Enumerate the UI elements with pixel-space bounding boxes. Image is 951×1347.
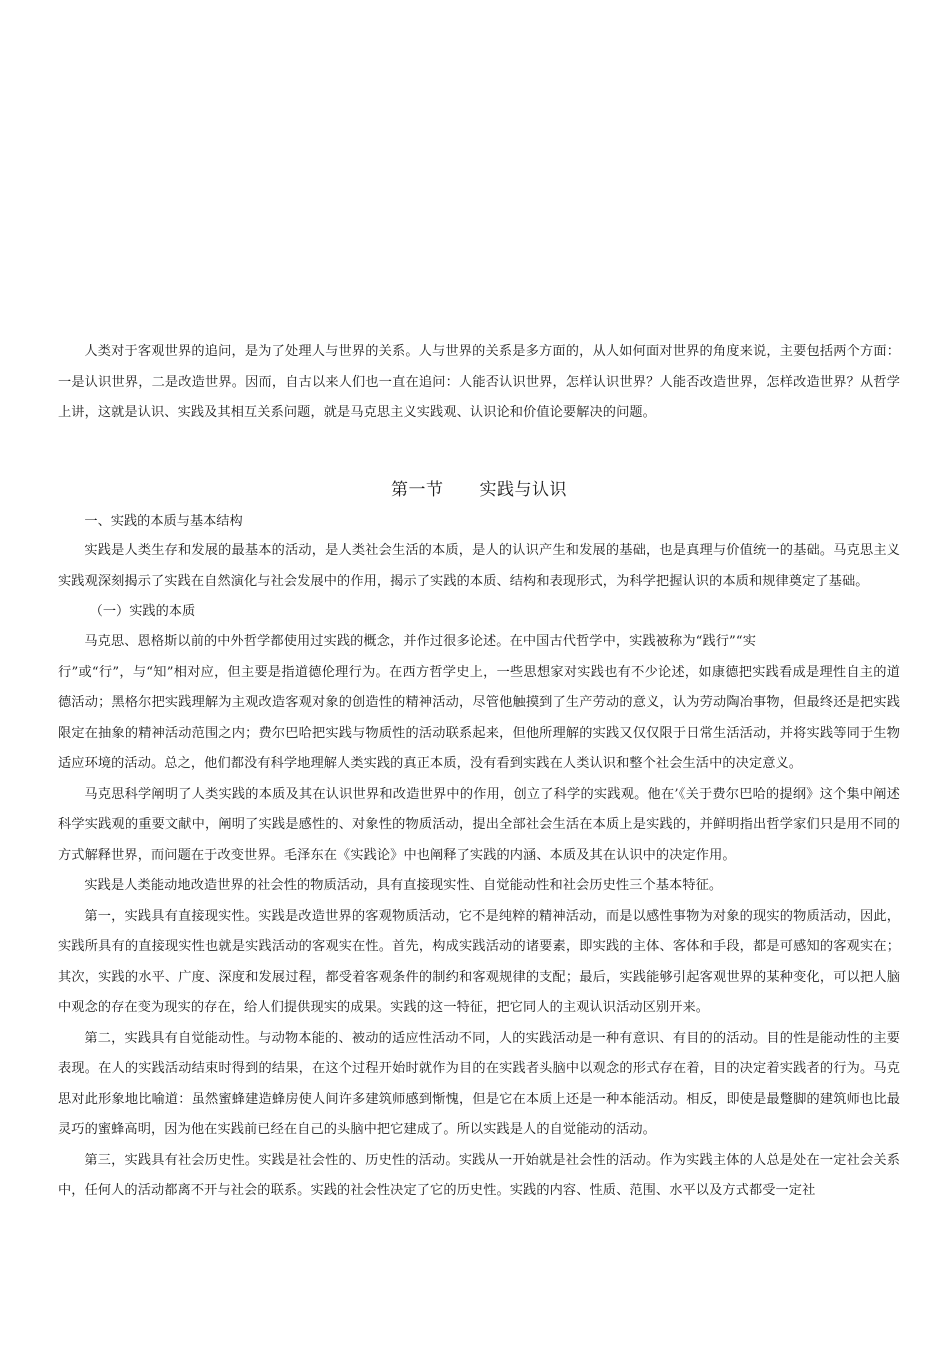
intro-paragraph: 人类对于客观世界的追问，是为了处理人与世界的关系。人与世界的关系是多方面的，从人如何面对世界的角度来说，主要包括两个方面：一是认识世界，二是改造世界。因而，自古以来人们也一直在追问：人能否认识世界，怎样认识世界？人能否改造世界，怎样改造世界？从哲学上讲，这就是认识、实践及其相互关系问题，就是马克思主义实践观、认识论和价值论要解决的问题。: [58, 344, 900, 420]
section-title-block: [58, 475, 900, 505]
body-paragraph-5: 第一，实践具有直接现实性。实践是改造世界的客观物质活动，它不是纯粹的精神活动，而是以感性事物为对象的现实的物质活动，因此，实践所具有的直接现实性也就是实践活动的客观实在性。首先，构成实践活动的诸要素，即实践的主体、客体和手段，都是可感知的客观实在；其次，实践的水平、广度、深度和发展过程，都受着客观条件的制约和客观规律的支配；最后，实践能够引起客观世界的某种变化，可以把人脑中观念的存在变为现实的存在，给人们提供现实的成果。实践的这一特征，把它同人的主观认识活动区别开来。: [58, 908, 900, 1015]
section-title: [58, 475, 900, 505]
heading-practice-essence-structure: 一、实践的本质与基本结构: [84, 514, 243, 529]
section-number: 第一节: [391, 480, 444, 500]
intro-block: [58, 337, 900, 429]
body-paragraph-2-first-line: 马克思、恩格斯以前的中外哲学都使用过实践的概念，并作过很多论述。在中国古代哲学中，实践被称为“践行”“实: [84, 634, 756, 649]
body-paragraph-2-continued: 行”或“行”，与“知”相对应，但主要是指道德伦理行为。在西方哲学史上，一些思想家对实践也有不少论述，如康德把实践看成是理性自主的道德活动；黑格尔把实践理解为主观改造客观对象的创造性的精神活动，尽管他触摸到了生产劳动的意义，认为劳动陶冶事物，但最终还是把实践限定在抽象的精神活动范围之内；费尔巴哈把实践与物质性的活动联系起来，但他所理解的实践又仅仅限于日常生活活动，并将实践等同于生物适应环境的活动。总之，他们都没有科学地理解人类实践的真正本质，没有看到实践在人类认识和整个社会生活中的决定意义。: [58, 664, 900, 771]
body-paragraph-4: 实践是人类能动地改造世界的社会性的物质活动，具有直接现实性、自觉能动性和社会历史性三个基本特征。: [84, 878, 723, 893]
section-title-text: 实践与认识: [479, 480, 567, 500]
body-paragraph-6: 第二，实践具有自觉能动性。与动物本能的、被动的适应性活动不同，人的实践活动是一种有意识、有目的的活动。目的性是能动性的主要表现。在人的实践活动结束时得到的结果，在这个过程开始时就作为目的在实践者头脑中以观念的形式存在着，目的决定着实践者的行为。马克思对此形象地比喻道：虽然蜜蜂建造蜂房使人间许多建筑师感到惭愧，但是它在本质上还是一种本能活动。相反，即使是最蹩脚的建筑师也比最灵巧的蜜蜂高明，因为他在实践前已经在自己的头脑中把它建成了。所以实践是人的自觉能动的活动。: [58, 1030, 900, 1137]
body-paragraph-3: 马克思科学阐明了人类实践的本质及其在认识世界和改造世界中的作用，创立了科学的实践观。他在’《关于费尔巴哈的提纲》这个集中阐述科学实践观的重要文献中，阐明了实践是感性的、对象性的物质活动，提出全部社会生活在本质上是实践的，并鲜明指出哲学家们只是用不同的方式解释世界，而问题在于改变世界。毛泽东在《实践论》中也阐释了实践的内涵、本质及其在认识中的决定作用。: [58, 786, 900, 863]
body-paragraph-1: 实践是人类生存和发展的最基本的活动，是人类社会生活的本质，是人的认识产生和发展的基础，也是真理与价值统一的基础。马克思主义实践观深刻揭示了实践在自然演化与社会发展中的作用，揭示了实践的本质、结构和表现形式，为科学把握认识的本质和规律奠定了基础。: [58, 543, 900, 589]
body-paragraph-7: 第三，实践具有社会历史性。实践是社会性的、历史性的活动。实践从一开始就是社会性的活动。作为实践主体的人总是处在一定社会关系中，任何人的活动都离不开与社会的联系。实践的社会性决定了它的历史性。实践的内容、性质、范围、水平以及方式都受一定社: [58, 1152, 900, 1198]
body-block: [58, 508, 900, 1207]
subheading-practice-essence: （一）实践的本质: [89, 604, 196, 619]
